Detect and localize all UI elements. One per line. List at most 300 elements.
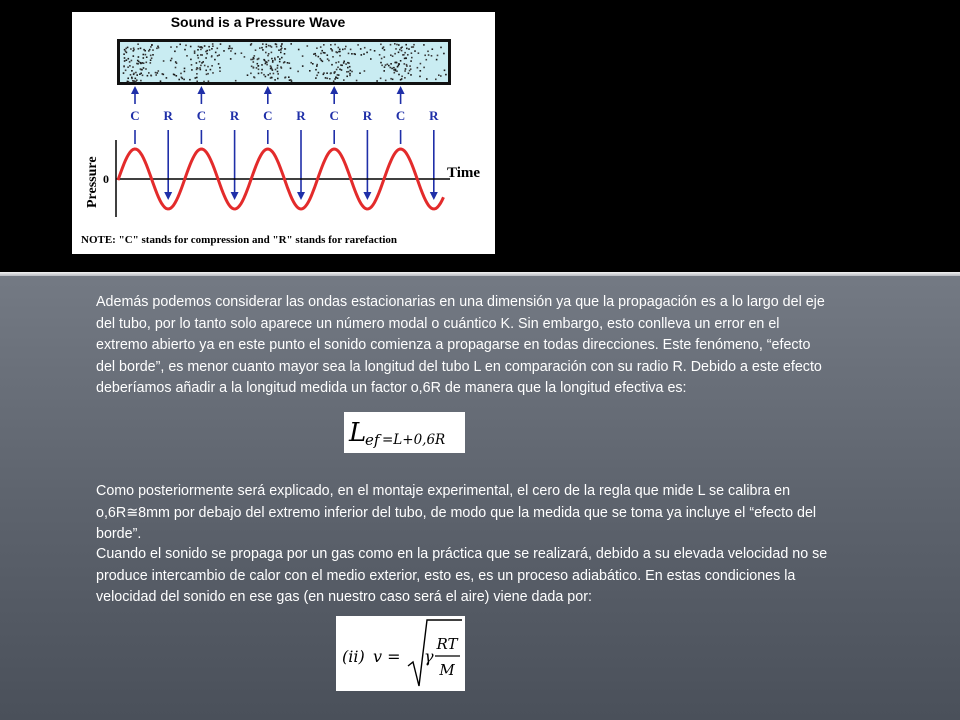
air-particle (274, 79, 276, 81)
air-particle (343, 61, 345, 63)
air-particle (196, 77, 198, 79)
x-axis-label: Time (447, 165, 481, 181)
marker-arrow-head (397, 86, 405, 94)
air-particle (400, 79, 402, 81)
air-particle (200, 69, 202, 71)
formula-lhs: v = (373, 647, 401, 666)
pressure-wave-diagram (72, 12, 495, 254)
air-particle (388, 65, 390, 67)
air-particle (133, 73, 135, 75)
air-particle (212, 45, 214, 47)
air-particle (247, 74, 249, 76)
air-particle (204, 65, 206, 67)
air-particle (307, 45, 309, 47)
air-particle (393, 69, 395, 71)
air-particle (196, 81, 198, 83)
air-particle (321, 60, 323, 62)
pressure-wave-figure (72, 12, 495, 254)
air-particle (253, 76, 255, 78)
air-particle (400, 47, 402, 49)
text-line: deberíamos añadir a la longitud medida un factor o,6R de manera que la longitud efectiva es: (96, 380, 687, 396)
air-particle (176, 46, 178, 48)
air-particle (253, 57, 255, 59)
air-particle (289, 62, 291, 64)
air-particle (348, 53, 350, 55)
air-particle (170, 46, 172, 48)
air-particle (420, 70, 422, 72)
air-particle (408, 48, 410, 50)
air-particle (404, 70, 406, 72)
air-particle (364, 47, 366, 49)
air-particle (128, 58, 130, 60)
air-particle (406, 64, 408, 66)
air-particle (151, 75, 153, 77)
air-particle (337, 67, 339, 69)
air-particle (398, 74, 400, 76)
air-particle (411, 57, 413, 59)
air-particle (405, 57, 407, 59)
air-particle (325, 77, 327, 79)
air-particle (163, 60, 165, 62)
air-particle (348, 71, 350, 73)
air-particle (253, 67, 255, 69)
air-particle (211, 56, 213, 58)
air-particle (280, 45, 282, 47)
air-particle (133, 55, 135, 57)
air-particle (258, 73, 260, 75)
marker-arrow-head (430, 192, 438, 200)
air-particle (136, 79, 138, 81)
marker-arrow-head (164, 192, 172, 200)
text-line: del borde”, es menor cuanto mayor sea la longitud del tubo L en comparación con su radio R. Debido a este efecto (96, 358, 822, 375)
air-particle (140, 48, 142, 50)
air-particle (214, 59, 216, 61)
air-particle (180, 73, 182, 75)
air-particle (361, 54, 363, 56)
air-particle (384, 56, 386, 58)
air-particle (298, 49, 300, 51)
air-particle (124, 60, 126, 62)
air-particle (148, 72, 150, 74)
air-particle (339, 69, 341, 71)
air-particle (327, 78, 329, 80)
air-particle (218, 63, 220, 65)
air-particle (182, 78, 184, 80)
air-particle (210, 69, 212, 71)
air-particle (229, 45, 231, 47)
air-particle (320, 58, 322, 60)
air-particle (360, 48, 362, 50)
marker-arrow-head (131, 86, 139, 94)
air-particle (261, 72, 263, 74)
text-line: o,6R≅8mm por debajo del extremo inferior del tubo, de modo que la medida que se toma ya incluye el “efecto del (96, 504, 817, 521)
air-particle (126, 59, 128, 61)
air-particle (265, 61, 267, 63)
air-particle (336, 69, 338, 71)
figure-note: NOTE: "C" stands for compression and "R" stands for rarefaction (81, 234, 398, 246)
air-particle (130, 74, 132, 76)
air-particle (271, 52, 273, 54)
air-particle (184, 68, 186, 70)
air-particle (364, 70, 366, 72)
marker-label: R (229, 108, 240, 123)
air-particle (279, 61, 281, 63)
air-particle (323, 44, 325, 46)
air-particle (302, 65, 304, 67)
air-particle (374, 50, 376, 52)
air-particle (267, 55, 269, 57)
air-particle (328, 60, 330, 62)
air-particle (390, 78, 392, 80)
air-particle (146, 62, 148, 64)
air-particle (157, 46, 159, 48)
marker-arrow-head (330, 86, 338, 94)
air-particle (257, 65, 259, 67)
air-particle (218, 54, 220, 56)
air-particle (313, 53, 315, 55)
air-particle (197, 49, 199, 51)
y-axis-label: Pressure (85, 156, 100, 208)
air-particle (354, 54, 356, 56)
air-particle (409, 70, 411, 72)
air-particle (316, 65, 318, 67)
air-particle (129, 61, 131, 63)
air-particle (276, 46, 278, 48)
air-particle (318, 72, 320, 74)
air-particle (287, 62, 289, 64)
air-particle (332, 50, 334, 52)
air-particle (256, 67, 258, 69)
air-particle (136, 74, 138, 76)
air-particle (143, 57, 145, 59)
air-particle (212, 43, 214, 45)
air-particle (323, 52, 325, 54)
air-particle (284, 53, 286, 55)
air-particle (318, 56, 320, 58)
air-particle (404, 77, 406, 79)
air-particle (230, 58, 232, 60)
air-particle (176, 75, 178, 77)
air-particle (280, 52, 282, 54)
air-particle (268, 53, 270, 55)
air-particle (310, 62, 312, 64)
air-particle (316, 64, 318, 66)
air-particle (420, 63, 422, 65)
marker-label: C (130, 108, 140, 123)
air-particle (151, 44, 153, 46)
air-particle (144, 50, 146, 52)
air-particle (223, 50, 225, 52)
air-particle (382, 48, 384, 50)
air-particle (443, 53, 445, 55)
air-particle (409, 65, 411, 67)
air-particle (424, 55, 426, 57)
air-particle (284, 77, 286, 79)
air-particle (269, 73, 271, 75)
air-particle (266, 64, 268, 66)
air-particle (280, 49, 282, 51)
formula-symbol-L: L (349, 418, 367, 448)
air-particle (379, 54, 381, 56)
text-line: del tubo, por lo tanto solo aparece un número modal o cuántico K. Sin embargo, esto conlleva un error en el (96, 315, 780, 332)
air-particle (426, 59, 428, 61)
air-particle (392, 79, 394, 81)
air-particle (194, 52, 196, 54)
air-particle (199, 61, 201, 63)
text-line: produce intercambio de calor con el medio exterior, esto es, es un proceso adiabático. En estas condiciones la (96, 567, 796, 584)
air-particle (178, 79, 180, 81)
air-particle (127, 78, 129, 80)
air-particle (145, 54, 147, 56)
air-particle (335, 51, 337, 53)
paragraph-standing-waves (96, 292, 908, 400)
text-line: Cuando el sonido se propaga por un gas como en la práctica que se realizará, debido a su elevada velocidad no se (96, 546, 828, 562)
air-particle (271, 58, 273, 60)
air-particle (275, 69, 277, 71)
air-particle (146, 56, 148, 58)
air-particle (211, 48, 213, 50)
air-particle (323, 74, 325, 76)
air-particle (351, 53, 353, 55)
air-particle (150, 59, 152, 61)
air-particle (208, 46, 210, 48)
air-particle (314, 53, 316, 55)
marker-label: C (196, 108, 207, 123)
air-particle (320, 53, 322, 55)
air-particle (266, 44, 268, 46)
air-particle (244, 56, 246, 58)
air-particle (395, 69, 397, 71)
air-particle (217, 48, 219, 50)
air-particle (137, 43, 139, 45)
air-particle (280, 66, 282, 68)
air-particle (152, 49, 154, 51)
air-particle (290, 68, 292, 70)
air-particle (145, 68, 147, 70)
air-particle (351, 71, 353, 73)
air-particle (423, 44, 425, 46)
marker-label: R (429, 108, 439, 123)
air-particle (171, 58, 173, 60)
air-particle (423, 67, 425, 69)
air-particle (277, 71, 279, 73)
air-particle (135, 78, 137, 80)
air-particle (201, 54, 203, 56)
air-particle (338, 61, 340, 63)
air-particle (127, 66, 129, 68)
air-particle (259, 47, 261, 49)
air-particle (235, 53, 237, 55)
air-particle (200, 54, 202, 56)
air-particle (252, 59, 254, 61)
air-particle (123, 72, 125, 74)
air-particle (394, 72, 396, 74)
air-particle (215, 52, 217, 54)
air-particle (150, 62, 152, 64)
air-particle (142, 75, 144, 77)
air-particle (380, 78, 382, 80)
air-particle (258, 58, 260, 60)
air-particle (405, 68, 407, 70)
air-particle (219, 67, 221, 69)
air-particle (268, 45, 270, 47)
air-particle (350, 49, 352, 51)
air-particle (209, 49, 211, 51)
air-particle (140, 73, 142, 75)
air-particle (208, 80, 210, 82)
air-particle (436, 59, 438, 61)
air-particle (219, 70, 221, 72)
air-particle (337, 74, 339, 76)
air-particle (385, 64, 387, 66)
air-particle (346, 71, 348, 73)
air-particle (390, 63, 392, 65)
air-particle (125, 51, 127, 53)
air-particle (330, 44, 332, 46)
air-particle (212, 72, 214, 74)
air-particle (185, 45, 187, 47)
air-particle (147, 75, 149, 77)
air-particle (138, 56, 140, 58)
air-particle (277, 67, 279, 69)
marker-label: R (296, 108, 306, 123)
air-particle (394, 62, 396, 64)
air-particle (195, 77, 197, 79)
air-particle (401, 50, 403, 52)
air-particle (315, 77, 317, 79)
air-particle (346, 76, 348, 78)
air-particle (411, 46, 413, 48)
air-particle (381, 65, 383, 67)
air-particle (166, 77, 168, 79)
air-particle (220, 43, 222, 45)
air-particle (333, 80, 335, 82)
air-particle (250, 44, 252, 46)
air-particle (338, 51, 340, 53)
air-particle (398, 52, 400, 54)
air-particle (197, 68, 199, 70)
air-particle (437, 55, 439, 57)
air-particle (262, 49, 264, 51)
air-particle (271, 77, 273, 79)
air-particle (327, 58, 329, 60)
formula-label: (ii) (342, 647, 365, 666)
air-particle (403, 54, 405, 56)
air-particle (278, 49, 280, 51)
figure-title: Sound is a Pressure Wave (170, 14, 346, 30)
air-particle (230, 50, 232, 52)
air-particle (381, 58, 383, 60)
air-particle (330, 48, 332, 50)
air-particle (270, 68, 272, 70)
air-particle (426, 78, 428, 80)
air-particle (183, 79, 185, 81)
air-particle (347, 67, 349, 69)
air-particle (200, 46, 202, 48)
air-particle (330, 73, 332, 75)
air-particle (390, 54, 392, 56)
marker-label: R (163, 108, 173, 123)
air-particle (349, 73, 351, 75)
marker-arrow-head (363, 192, 371, 200)
air-particle (140, 68, 142, 70)
air-particle (343, 79, 345, 81)
air-particle (370, 49, 372, 51)
formula-gamma: γ (424, 647, 434, 666)
air-particle (290, 43, 292, 45)
air-particle (339, 49, 341, 51)
air-particle (131, 70, 133, 72)
air-particle (123, 53, 125, 55)
air-particle (401, 76, 403, 78)
air-particle (184, 49, 186, 51)
marker-label: C (263, 108, 273, 123)
marker-arrow-head (197, 86, 205, 94)
air-particle (205, 70, 207, 72)
marker-label: C (329, 108, 339, 123)
formula-rhs: =L+0,6R (382, 432, 446, 448)
air-particle (200, 49, 202, 51)
air-particle (332, 56, 334, 58)
air-particle (406, 48, 408, 50)
air-particle (342, 49, 344, 51)
air-particle (127, 81, 129, 83)
formula-denominator: M (439, 661, 455, 679)
air-particle (253, 61, 255, 63)
air-particle (297, 71, 299, 73)
air-particle (285, 48, 287, 50)
air-particle (316, 47, 318, 49)
air-particle (270, 45, 272, 47)
air-particle (392, 55, 394, 57)
air-particle (407, 54, 409, 56)
air-particle (268, 60, 270, 62)
air-particle (274, 57, 276, 59)
air-particle (394, 43, 396, 45)
formula-speed-of-sound (336, 616, 465, 691)
paragraph-calibration (96, 481, 908, 546)
air-particle (384, 49, 386, 51)
air-particle (158, 70, 160, 72)
air-particle (335, 77, 337, 79)
air-particle (196, 73, 198, 75)
air-particle (137, 60, 139, 62)
air-particle (179, 44, 181, 46)
air-particle (266, 46, 268, 48)
air-particle (344, 48, 346, 50)
air-particle (393, 67, 395, 69)
air-particle (413, 46, 415, 48)
air-particle (174, 74, 176, 76)
air-particle (190, 46, 192, 48)
air-particle (327, 54, 329, 56)
air-particle (263, 74, 265, 76)
air-particle (143, 67, 145, 69)
air-particle (254, 55, 256, 57)
air-particle (277, 65, 279, 67)
air-particle (206, 74, 208, 76)
air-particle (413, 44, 415, 46)
air-particle (189, 79, 191, 81)
air-particle (390, 67, 392, 69)
air-particle (129, 65, 131, 67)
air-particle (349, 75, 351, 77)
air-particle (132, 66, 134, 68)
paragraph-adiabatic (96, 544, 908, 609)
air-particle (359, 72, 361, 74)
air-particle (341, 69, 343, 71)
air-particle (160, 80, 162, 82)
